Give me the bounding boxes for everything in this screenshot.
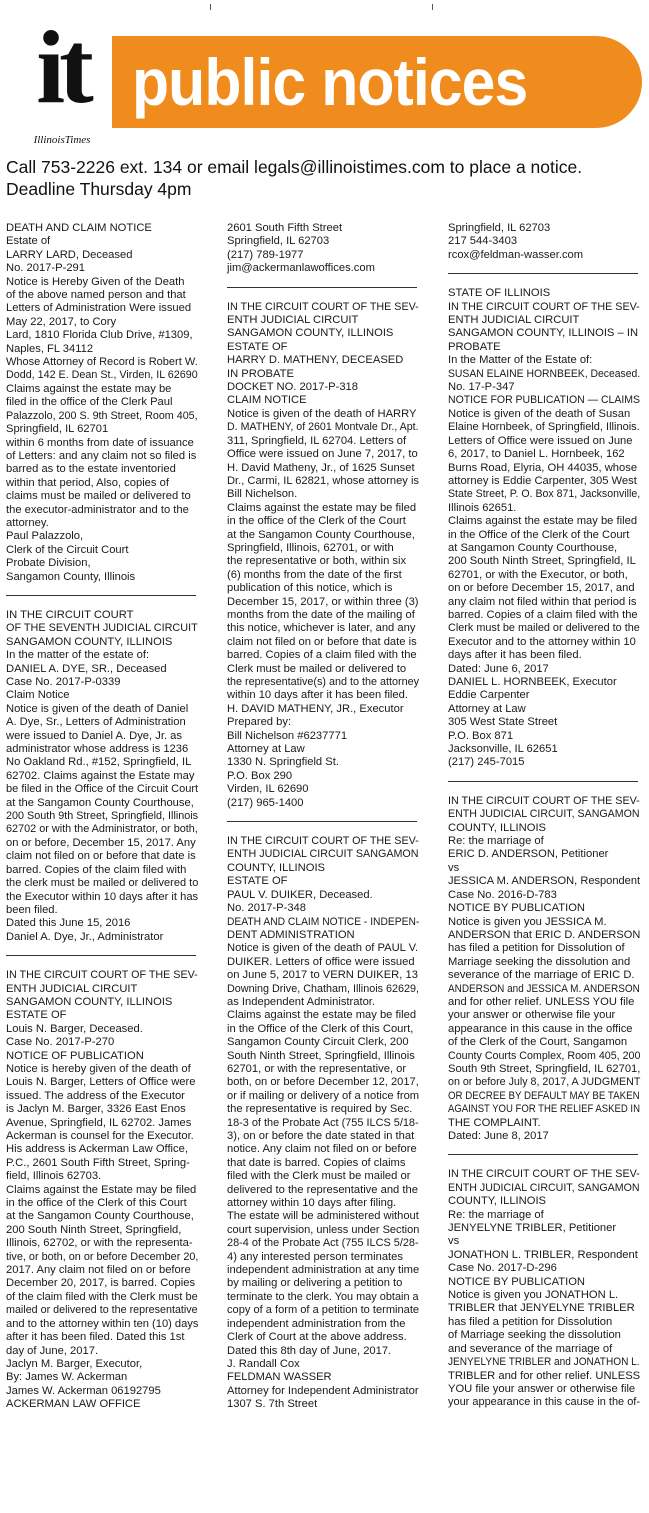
notice-line: Clerk of the Circuit Court [6, 543, 129, 556]
notice-line: Case No. 2017-D-296 [448, 1262, 557, 1275]
notice-line: rcox@feldman-wasser.com [448, 248, 584, 261]
notice-line: Claims against the Estate may be filed [6, 1183, 197, 1196]
notice-line: PAUL V. DUIKER, Deceased. [227, 888, 373, 901]
notice-line: claim not filed on or before that date is [227, 635, 417, 648]
notice-line: at the Sangamon County Courthouse, [6, 796, 194, 809]
notice-line: AGAINST YOU FOR THE RELIEF ASKED IN [448, 1103, 640, 1116]
notice-line: both, on or before December 12, 2017, [227, 1076, 419, 1089]
notice-line: 62702 or with the Administrator, or both, [6, 823, 198, 836]
notice-line: publication of this notice, which is [227, 582, 393, 595]
notice-line: the Executor within 10 days after it has [6, 890, 199, 903]
legal-notice [227, 222, 419, 276]
notice-line: and severance of the marriage of [448, 1342, 613, 1355]
notice-line: SANGAMON COUNTY, ILLINOIS [227, 327, 394, 340]
notice-line: months from the date of the mailing of [227, 608, 415, 621]
notice-line: at the Sangamon County Courthouse, [227, 528, 415, 541]
notice-line: were issued to Daniel A. Dye, Jr. as [6, 729, 182, 742]
notice-line: the representative is required by Sec. [227, 1103, 413, 1116]
notice-line: County Courts Complex, Room 405, 200 [448, 1049, 641, 1062]
notice-line: H. DAVID MATHENY, JR., Executor [227, 702, 404, 715]
notice-line: has filed a petition for Dissolution [448, 1315, 613, 1328]
notice-line: May 22, 2017, to Cory [6, 315, 117, 328]
notice-line: mailed or delivered to the representative [6, 1304, 198, 1317]
notice-line: Case No. 2016-D-783 [448, 888, 557, 901]
notice-line: Dr., Carmi, IL 62821, whose attorney is [227, 474, 420, 487]
notice-line: ENTH JUDICIAL CIRCUIT, SANGAMON [448, 1181, 640, 1194]
notice-line: barred. Copies of a claim filed with the [227, 649, 417, 662]
notice-line: (217) 245-7015 [448, 756, 525, 769]
notice-line: attorney. [6, 516, 49, 529]
notice-line: in the Office of the Clerk of the Court [448, 528, 630, 541]
notice-line: been filed. [6, 903, 58, 916]
notice-line: Palazzolo, 200 S. 9th Street, Room 405, [6, 409, 198, 422]
notice-line: issued. The address of the Executor [6, 1089, 185, 1102]
legal-notice [448, 222, 640, 262]
notice-line: Notice is given you JESSICA M. [448, 915, 607, 928]
notice-line: Notice is Hereby Given of the Death [6, 275, 185, 288]
notice-line: DANIEL L. HORNBEEK, Executor [448, 676, 617, 688]
deadline-line: Deadline Thursday 4pm [6, 179, 192, 199]
notice-line: Daniel A. Dye, Jr., Administrator [6, 930, 164, 943]
notice-line: COUNTY, ILLINOIS [448, 1195, 547, 1208]
notice-line: 3), on or before the date stated in that [227, 1130, 415, 1142]
notice-line: DEATH AND CLAIM NOTICE [6, 222, 152, 234]
notice-line: severance of the marriage of ERIC D. [448, 969, 635, 982]
contact-info [6, 156, 646, 200]
notice-line: delivered to the representative and the [227, 1183, 418, 1196]
notice-line: Office were issued on June 7, 2017, to [227, 448, 418, 461]
notice-line: Louis N. Barger, Deceased. [6, 1022, 143, 1035]
notice-line: FELDMAN WASSER [227, 1371, 332, 1384]
notice-line: JESSICA M. ANDERSON, Respondent [448, 875, 641, 888]
notice-divider [448, 273, 638, 274]
notice-line: terminate to the clerk. You may obtain a [227, 1290, 419, 1303]
notice-line: day of June, 2017. [6, 1344, 99, 1357]
notice-line: ENTH JUDICIAL CIRCUIT, SANGAMON [448, 808, 640, 821]
notice-line: HARRY D. MATHENY, DECEASED [227, 354, 404, 367]
notice-line: 200 South Ninth Street, Springfield, IL [448, 555, 636, 568]
page-title: public notices [132, 45, 528, 119]
notice-line: OF THE SEVENTH JUDICIAL CIRCUIT [6, 622, 198, 635]
notice-line: SANGAMON COUNTY, ILLINOIS [6, 995, 173, 1008]
notice-line: PROBATE [448, 340, 501, 353]
notice-line: (217) 789-1977 [227, 248, 304, 261]
notice-line: P.O. Box 871 [448, 729, 514, 742]
notice-line: P.O. Box 290 [227, 769, 293, 782]
notice-line: within 6 months from date of issuance [6, 436, 194, 449]
notice-line: DUIKER. Letters of office were issued [227, 955, 415, 968]
notice-line: NOTICE FOR PUBLICATION — CLAIMS [448, 394, 641, 407]
notice-line: vs [448, 1235, 460, 1248]
notice-line: THE COMPLAINT. [448, 1116, 541, 1129]
notice-line: ENTH JUDICIAL CIRCUIT SANGAMON [227, 848, 419, 861]
legal-notice [448, 1168, 640, 1409]
notice-line: December 20, 2017, is barred. Copies [6, 1277, 196, 1290]
notice-line: OR DECREE BY DEFAULT MAY BE TAKEN [448, 1089, 640, 1102]
notice-line: Springfield, IL 62703 [448, 222, 551, 234]
notice-line: copy of a form of a petition to terminate [227, 1304, 420, 1317]
legal-notice [227, 301, 419, 810]
notice-line: ESTATE OF [227, 875, 288, 888]
notice-line: ENTH JUDICIAL CIRCUIT [227, 314, 359, 327]
legal-notice [227, 835, 419, 1411]
logo-name: IllinoisTimes [33, 134, 91, 146]
notice-line: within 10 days after it has been filed. [227, 689, 408, 702]
notice-line: independent administration from the [227, 1317, 406, 1330]
notice-line: your appearance in this cause in the of- [448, 1396, 640, 1409]
notice-line: at Sangamon County Courthouse, [448, 541, 618, 554]
notice-line: Downing Drive, Chatham, Illinois 62629, [227, 982, 420, 995]
notice-line: IN THE CIRCUIT COURT OF THE SEV- [227, 835, 419, 848]
notice-line: 1330 N. Springfield St. [227, 756, 339, 769]
notice-line: ESTATE OF [227, 340, 288, 353]
notice-line: 28-4 of the Probate Act (755 ILCS 5/28- [227, 1237, 419, 1250]
notice-line: appearance in this cause in the office [448, 1022, 633, 1035]
notice-line: DENT ADMINISTRATION [227, 928, 355, 941]
notice-line: Whose Attorney of Record is Robert W. [6, 356, 198, 369]
notice-line: ENTH JUDICIAL CIRCUIT [448, 314, 580, 327]
notice-line: Eddie Carpenter [448, 689, 530, 702]
notice-line: IN THE CIRCUIT COURT OF THE SEV- [448, 794, 640, 807]
notice-line: attorney within 10 days after filing. [227, 1197, 397, 1210]
notice-line: Claims against the estate may be filed [227, 501, 417, 514]
notice-line: Ackerman is counsel for the Executor. [6, 1130, 194, 1142]
notice-line: Jaclyn M. Barger, Executor, [6, 1357, 143, 1370]
notice-line: on or before, December 15, 2017. Any [6, 836, 196, 849]
notice-line: and for other relief. UNLESS YOU file [448, 995, 635, 1008]
notice-line: TRIBLER and for other relief. UNLESS [448, 1369, 641, 1382]
notice-line: Notice is given of the death of HARRY [227, 407, 417, 420]
notice-line: DEATH AND CLAIM NOTICE - INDEPEN- [227, 915, 420, 928]
notice-line: Elaine Hornbeek, of Springfield, Illinois. [448, 421, 640, 434]
notice-line: jim@ackermanlawoffices.com [227, 262, 375, 275]
notice-line: SANGAMON COUNTY, ILLINOIS – IN [448, 327, 639, 340]
notice-line: No. 17-P-347 [448, 381, 515, 394]
notice-line: No. 2017-P-291 [6, 262, 85, 275]
notice-line: Notice is given you JONATHON L. [448, 1289, 619, 1302]
notice-line: any claim not filed within that period is [448, 595, 637, 608]
notice-line: in the Office of the Clerk of this Court, [227, 1022, 414, 1035]
notice-line: IN THE CIRCUIT COURT OF THE SEV- [448, 1168, 640, 1181]
notice-line: Case No. 2017-P-0339 [6, 676, 121, 688]
notice-line: ANDERSON and JESSICA M. ANDERSON [448, 982, 640, 995]
notice-line: Dated: June 8, 2017 [448, 1130, 549, 1142]
notice-line: or if mailing or delivery of a notice from [227, 1089, 420, 1102]
notice-line: (217) 965-1400 [227, 796, 304, 809]
notice-line: Claim Notice [6, 689, 70, 702]
contact-line: Call 753-2226 ext. 134 or email legals@illinoistimes.com to place a notice. [6, 157, 583, 177]
notice-line: James W. Ackerman 06192795 [6, 1384, 161, 1397]
notice-line: Claims against the estate may be [6, 382, 172, 395]
notice-line: Clerk must be mailed or delivered to [227, 662, 407, 675]
notice-line: Letters of Office were issued on June [448, 434, 633, 447]
notice-line: ANDERSON that ERIC D. ANDERSON [448, 928, 641, 941]
notice-divider [6, 955, 196, 956]
notice-line: Notice is given of the death of Daniel [6, 702, 189, 715]
notice-line: Claims against the estate may be filed [227, 1009, 417, 1022]
notice-line: 311, Springfield, IL 62704. Letters of [227, 434, 407, 447]
notice-line: Avenue, Springfield, IL 62702. James [6, 1116, 192, 1129]
notice-line: 1307 S. 7th Street [227, 1398, 318, 1411]
notice-line: TRIBLER that JENYELYNE TRIBLER [448, 1302, 635, 1315]
notice-line: Estate of [6, 235, 51, 248]
notice-line: South Ninth Street, Springfield, Illinois [227, 1049, 415, 1062]
notice-line: 2017. Any claim not filed on or before [6, 1264, 191, 1277]
notice-line: court supervision, unless under Section [227, 1223, 420, 1236]
notice-line: Notice is hereby given of the death of [6, 1062, 191, 1075]
notice-line: NOTICE BY PUBLICATION [448, 1275, 585, 1288]
notice-line: within that period, Also, copies of [6, 476, 169, 489]
notice-line: No Oakland Rd., #152, Springfield, IL [6, 756, 192, 769]
notice-column-1 [6, 222, 198, 1412]
notice-line: claim not filed on or before that date is [6, 850, 196, 863]
notice-line: Springfield, IL 62703 [227, 235, 330, 248]
masthead-banner [0, 10, 649, 154]
notice-line: at the Sangamon County Courthouse, [6, 1210, 194, 1223]
notice-line: Dated this June 15, 2016 [6, 917, 131, 930]
notice-divider [6, 595, 196, 596]
notice-line: 305 West State Street [448, 716, 558, 729]
notice-line: Claims against the estate may be filed [448, 515, 638, 528]
notice-line: the clerk must be mailed or delivered to [6, 877, 199, 890]
notice-line: Bill Nichelson. [227, 488, 298, 501]
notice-divider [227, 821, 417, 822]
notice-column-3 [448, 222, 640, 1410]
notice-line: South 9th Street, Springfield, IL 62701, [448, 1062, 641, 1075]
notice-line: Louis N. Barger, Letters of Office were [6, 1076, 196, 1089]
notice-line: December 15, 2017, or within three (3) [227, 595, 419, 608]
notice-line: Notice is given of the death of Susan [448, 407, 631, 420]
notice-line: on or before July 8, 2017, A JUDGMENT [448, 1076, 641, 1089]
notice-line: Paul Palazzolo, [6, 530, 84, 543]
notice-line: attorney is Eddie Carpenter, 305 West [448, 474, 637, 487]
notice-line: in the office of the Clerk of the Court [227, 515, 406, 528]
notice-line: IN THE CIRCUIT COURT OF THE SEV- [448, 300, 640, 313]
notice-line: Dated this 8th day of June, 2017. [227, 1344, 392, 1357]
notice-line: Illinois, 62702, or with the representa- [6, 1237, 193, 1250]
notice-line: ERIC D. ANDERSON, Petitioner [448, 848, 609, 861]
notice-line: (6) months from the date of the first [227, 568, 402, 581]
notice-divider [448, 781, 638, 782]
notice-line: 2601 South Fifth Street [227, 222, 343, 234]
notice-line: Virden, IL 62690 [227, 783, 309, 796]
legal-notice [6, 222, 198, 584]
notice-line: of the Clerk of the Court, Sangamon [448, 1036, 628, 1049]
notice-line: DANIEL A. DYE, SR., Deceased [6, 662, 167, 675]
notice-line: Jacksonville, IL 62651 [448, 743, 558, 756]
notice-line: Clerk of Court at the above address. [227, 1331, 407, 1344]
notice-divider [448, 1154, 638, 1155]
notice-line: of Marriage seeking the dissolution [448, 1329, 621, 1342]
notice-line: that date is barred. Copies of claims [227, 1156, 406, 1169]
notice-line: By: James W. Ackerman [6, 1371, 128, 1384]
notice-line: Case No. 2017-P-270 [6, 1036, 115, 1049]
notice-line: D. MATHENY, of 2601 Montvale Dr., Apt. [227, 421, 419, 434]
notice-line: A. Dye, Sr., Letters of Administration [6, 716, 186, 729]
notice-line: the representative or both, within six [227, 555, 407, 568]
notice-line: Sangamon County, Illinois [6, 570, 136, 583]
notice-line: administrator whose address is 1236 [6, 743, 189, 756]
notice-line: Bill Nichelson #6237771 [227, 729, 348, 742]
notice-line: 200 South Ninth Street, Springfield, [6, 1223, 182, 1236]
notice-line: claims must be mailed or delivered to [6, 490, 191, 503]
notice-line: of the above named person and that [6, 289, 186, 302]
notice-line: Sangamon County Circuit Clerk, 200 [227, 1036, 409, 1049]
notice-line: your answer or otherwise file your [448, 1009, 616, 1022]
legal-notice [448, 795, 640, 1144]
notice-line: YOU file your answer or otherwise file [448, 1382, 636, 1395]
notice-line: J. Randall Cox [227, 1357, 300, 1370]
notice-line: on June 5, 2017 to VERN DUIKER, 13 [227, 969, 418, 982]
notice-line: barred. Copies of the claim filed with [6, 863, 187, 876]
notice-line: Illinois 62651. [448, 501, 517, 514]
notice-line: ACKERMAN LAW OFFICE [6, 1398, 141, 1411]
notice-line: 4) any interested person terminates [227, 1250, 403, 1263]
notice-line: COUNTY, ILLINOIS [227, 861, 326, 874]
notice-line: Notice is given of the death of PAUL V. [227, 942, 419, 955]
notice-line: CLAIM NOTICE [227, 394, 307, 407]
notice-line: field, Illinois 62703. [6, 1170, 102, 1183]
notice-line: filed in the office of the Clerk Paul [6, 396, 173, 409]
notice-line: the representative(s) and to the attorney [227, 676, 420, 688]
legal-notice [6, 969, 198, 1411]
notice-line: is Jaclyn M. Barger, 3326 East Enos [6, 1103, 186, 1116]
notice-line: Executor and to the attorney within 10 [448, 635, 636, 648]
notice-line: Marriage seeking the dissolution and [448, 955, 631, 968]
notice-line: 200 South 9th Street, Springfield, Illinois [6, 810, 199, 823]
notice-line: Probate Division, [6, 557, 91, 570]
notice-line: Attorney for Independent Administrator [227, 1384, 419, 1397]
logo-mark: it [36, 10, 88, 125]
notice-line: Springfield, Illinois, 62701, or with [227, 541, 394, 554]
notice-line: His address is Ackerman Law Office, [6, 1143, 188, 1156]
notice-line: NOTICE OF PUBLICATION [6, 1049, 144, 1062]
legal-notice [448, 287, 640, 770]
notice-line: SANGAMON COUNTY, ILLINOIS [6, 635, 173, 648]
notice-line: 62701, or with the Executor, or both, [448, 568, 628, 581]
notice-line: STATE OF ILLINOIS [448, 287, 551, 300]
notice-line: tive, or both, on or before December 20, [6, 1250, 199, 1263]
notice-line: independent administration at any time [227, 1264, 420, 1277]
notice-line: Lard, 1810 Florida Club Drive, #1309, [6, 329, 193, 342]
notice-line: Springfield, IL 62701 [6, 423, 109, 436]
notice-line: vs [448, 861, 460, 874]
notice-line: of the claim filed with the Clerk must be [6, 1290, 198, 1303]
notice-line: H. David Matheny, Jr., of 1625 Sunset [227, 461, 415, 474]
notice-line: in the office of the Clerk of this Court [6, 1197, 187, 1210]
notice-line: State Street, P. O. Box 871, Jacksonville, [448, 488, 641, 501]
notice-divider [227, 287, 417, 288]
notice-line: as Independent Administrator. [227, 995, 376, 1008]
notice-line: Re: the marriage of [448, 1208, 544, 1221]
notice-line: and to the attorney within ten (10) days [6, 1317, 199, 1330]
notice-line: Clerk must be mailed or delivered to the [448, 622, 640, 635]
notice-line: the executor-administrator and to the [6, 503, 189, 516]
legal-notice [6, 609, 198, 944]
notice-line: filed with the Clerk must be mailed or [227, 1170, 411, 1183]
notice-line: days after it has been filed. [448, 649, 582, 662]
notice-line: NOTICE BY PUBLICATION [448, 902, 585, 915]
notice-line: notice. Any claim not filed on or before [227, 1143, 417, 1156]
notice-line: Prepared by: [227, 716, 292, 729]
notice-line: IN PROBATE [227, 367, 294, 380]
notice-line: SUSAN ELAINE HORNBEEK, Deceased. [448, 367, 641, 380]
notice-line: Burns Road, Elyria, OH 44035, whose [448, 461, 638, 474]
notice-line: IN THE CIRCUIT COURT [6, 608, 134, 621]
notice-line: has filed a petition for Dissolution of [448, 942, 625, 955]
notice-line: P.C., 2601 South Fifth Street, Spring- [6, 1156, 190, 1169]
notice-line: barred. Copies of a claim filed with the [448, 608, 638, 621]
notice-line: In the Matter of the Estate of: [448, 354, 593, 367]
notice-line: Dated: June 6, 2017 [448, 662, 549, 675]
notice-line: 18-3 of the Probate Act (755 ILCS 5/18- [227, 1116, 419, 1129]
notice-line: DOCKET NO. 2017-P-318 [227, 381, 358, 394]
notice-line: barred as to the estate inventoried [6, 463, 176, 476]
notice-line: be filed in the Office of the Circuit Court [6, 783, 199, 796]
notice-line: IN THE CIRCUIT COURT OF THE SEV- [227, 300, 419, 313]
notice-line: 217 544-3403 [448, 235, 518, 248]
notice-line: 62702. Claims against the Estate may [6, 769, 195, 782]
notice-line: 62701, or with the representative, or [227, 1062, 407, 1075]
notice-line: Attorney at Law [227, 743, 305, 756]
notice-line: No. 2017-P-348 [227, 902, 306, 915]
notice-line: Naples, FL 34112 [6, 342, 94, 355]
notice-line: Attorney at Law [448, 702, 526, 715]
notice-line: ENTH JUDICIAL CIRCUIT [6, 982, 138, 995]
notice-line: Dodd, 142 E. Dean St., Virden, IL 62690 [6, 369, 198, 382]
notice-line: In the matter of the estate of: [6, 649, 150, 662]
notice-line: of Letters: and any claim not so filed is [6, 449, 197, 462]
notice-line: on or before December 15, 2017, and [448, 582, 635, 595]
notice-line: by mailing or delivering a petition to [227, 1277, 403, 1290]
notice-line: COUNTY, ILLINOIS [448, 821, 547, 834]
notice-line: JENYELYNE TRIBLER, Petitioner [448, 1222, 617, 1235]
notice-line: The estate will be administered without [227, 1210, 419, 1223]
notice-line: Letters of Administration Were issued [6, 302, 192, 315]
notice-line: 6, 2017, to Daniel L. Hornbeek, 162 [448, 448, 625, 461]
notice-line: Re: the marriage of [448, 835, 544, 848]
notice-column-2 [227, 222, 419, 1412]
notice-line: LARRY LARD, Deceased [6, 248, 133, 261]
notice-line: IN THE CIRCUIT COURT OF THE SEV- [6, 969, 198, 982]
notice-line: JENYELYNE TRIBLER and JONATHON L. [448, 1356, 640, 1369]
illinois-times-logo [4, 10, 112, 154]
notice-line: JONATHON L. TRIBLER, Respondent [448, 1248, 638, 1261]
notice-line: after it has been filed. Dated this 1st [6, 1331, 185, 1344]
notice-line: ESTATE OF [6, 1009, 67, 1022]
notice-line: this notice, whichever is later, and any [227, 622, 416, 635]
